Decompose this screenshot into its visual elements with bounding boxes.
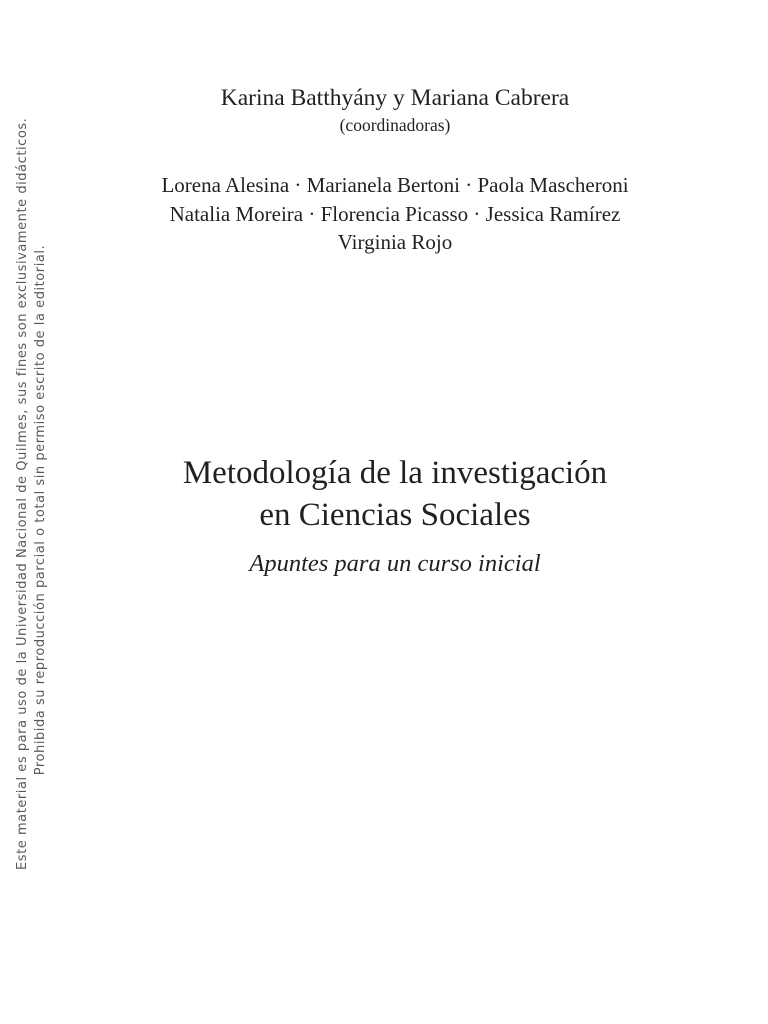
copyright-side-note — [14, 117, 54, 870]
book-title-line-2: en Ciencias Sociales — [259, 497, 531, 533]
book-subtitle: Apuntes para un curso inicial — [249, 550, 541, 577]
coordinators-names: Karina Batthyány y Mariana Cabrera — [220, 85, 570, 111]
authors-line-1: Lorena Alesina · Marianela Bertoni · Paola Mascheroni — [161, 173, 629, 197]
authors-line-2: Natalia Moreira · Florencia Picasso · Jessica Ramírez — [169, 201, 621, 226]
authors-list — [110, 171, 680, 257]
coordinators-role: (coordinadoras) — [339, 115, 451, 135]
book-title-line-1: Metodología de la investigación — [182, 455, 608, 491]
side-note-line-1: Este material es para uso de la Universidad Nacional de Quilmes, sus fines son exclusivamente didácticos. — [15, 117, 30, 870]
side-note-line-2: Prohibida su reproducción parcial o total sin permiso escrito de la editorial. — [32, 244, 48, 776]
authors-line-3: Virginia Rojo — [337, 230, 453, 254]
book-title — [110, 452, 680, 536]
